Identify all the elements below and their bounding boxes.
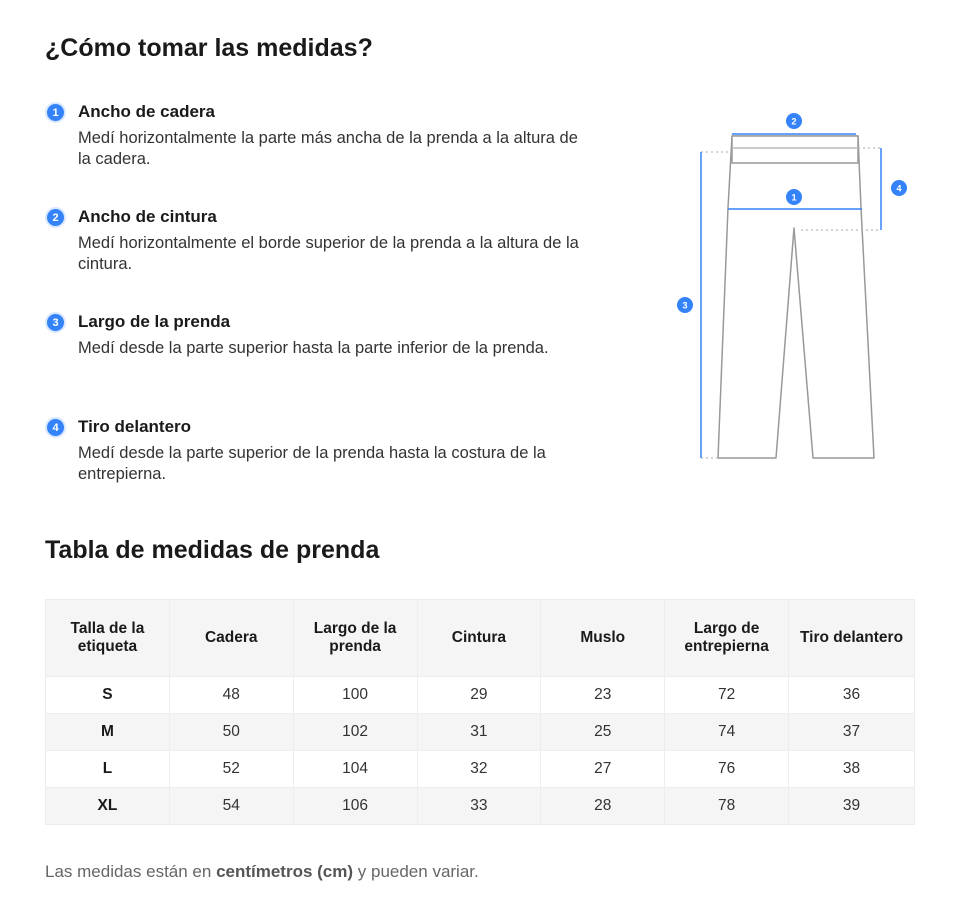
marker-1-icon xyxy=(786,189,802,205)
table-cell: 39 xyxy=(789,788,915,825)
svg-text:4: 4 xyxy=(896,183,902,194)
marker-3-icon xyxy=(677,297,693,313)
step-title: Ancho de cadera xyxy=(78,102,215,121)
units-note xyxy=(45,862,479,882)
table-cell: 31 xyxy=(417,714,541,751)
table-row xyxy=(46,677,915,714)
table-cell: 23 xyxy=(541,677,665,714)
step-description: Medí horizontalmente el borde superior de la prenda a la altura de la cintura. xyxy=(78,234,579,273)
table-cell: 102 xyxy=(293,714,417,751)
column-header: Cintura xyxy=(417,600,541,677)
table-cell: 48 xyxy=(169,677,293,714)
column-header: Tiro delantero xyxy=(789,600,915,677)
table-cell: 100 xyxy=(293,677,417,714)
size-label: M xyxy=(46,714,170,751)
column-header: Largo de entrepierna xyxy=(665,600,789,677)
column-header: Muslo xyxy=(541,600,665,677)
step-number-badge: 1 xyxy=(45,102,66,123)
table-cell: 106 xyxy=(293,788,417,825)
column-header: Talla de la etiqueta xyxy=(46,600,170,677)
table-cell: 28 xyxy=(541,788,665,825)
step-description: Medí desde la parte superior hasta la parte inferior de la prenda. xyxy=(78,339,549,357)
table-row xyxy=(46,751,915,788)
page-title: ¿Cómo tomar las medidas? xyxy=(45,34,373,62)
table-cell: 33 xyxy=(417,788,541,825)
table-row xyxy=(46,714,915,751)
table-cell: 36 xyxy=(789,677,915,714)
size-label: L xyxy=(46,751,170,788)
table-cell: 104 xyxy=(293,751,417,788)
size-label: XL xyxy=(46,788,170,825)
step-description: Medí horizontalmente la parte más ancha de la prenda a la altura de la cadera. xyxy=(78,129,578,168)
table-cell: 52 xyxy=(169,751,293,788)
note-units: centímetros (cm) xyxy=(216,862,354,881)
table-cell: 29 xyxy=(417,677,541,714)
table-header-row xyxy=(46,600,915,677)
note-text: y pueden variar. xyxy=(353,862,479,881)
step-description: Medí desde la parte superior de la prenda hasta la costura de la entrepierna. xyxy=(78,444,546,483)
table-row xyxy=(46,788,915,825)
size-table xyxy=(45,599,915,825)
table-cell: 72 xyxy=(665,677,789,714)
table-cell: 27 xyxy=(541,751,665,788)
step-number-badge: 4 xyxy=(45,417,66,438)
table-title: Tabla de medidas de prenda xyxy=(45,536,380,564)
table-cell: 76 xyxy=(665,751,789,788)
table-cell: 50 xyxy=(169,714,293,751)
table-cell: 32 xyxy=(417,751,541,788)
table-cell: 74 xyxy=(665,714,789,751)
table-cell: 38 xyxy=(789,751,915,788)
step-number-badge: 2 xyxy=(45,207,66,228)
column-header: Cadera xyxy=(169,600,293,677)
step-title: Tiro delantero xyxy=(78,417,192,436)
step-title: Ancho de cintura xyxy=(78,207,217,226)
size-label: S xyxy=(46,677,170,714)
table-cell: 54 xyxy=(169,788,293,825)
svg-text:1: 1 xyxy=(791,192,797,203)
table-cell: 25 xyxy=(541,714,665,751)
svg-text:3: 3 xyxy=(682,300,688,311)
note-text: Las medidas están en xyxy=(45,862,217,881)
table-cell: 37 xyxy=(789,714,915,751)
step-number-badge: 3 xyxy=(45,312,66,333)
marker-2-icon xyxy=(786,113,802,129)
column-header: Largo de la prenda xyxy=(293,600,417,677)
table-cell: 78 xyxy=(665,788,789,825)
marker-4-icon xyxy=(891,180,907,196)
step-title: Largo de la prenda xyxy=(78,312,231,331)
pants-measurement-diagram-icon xyxy=(676,108,916,470)
svg-text:2: 2 xyxy=(791,116,797,127)
